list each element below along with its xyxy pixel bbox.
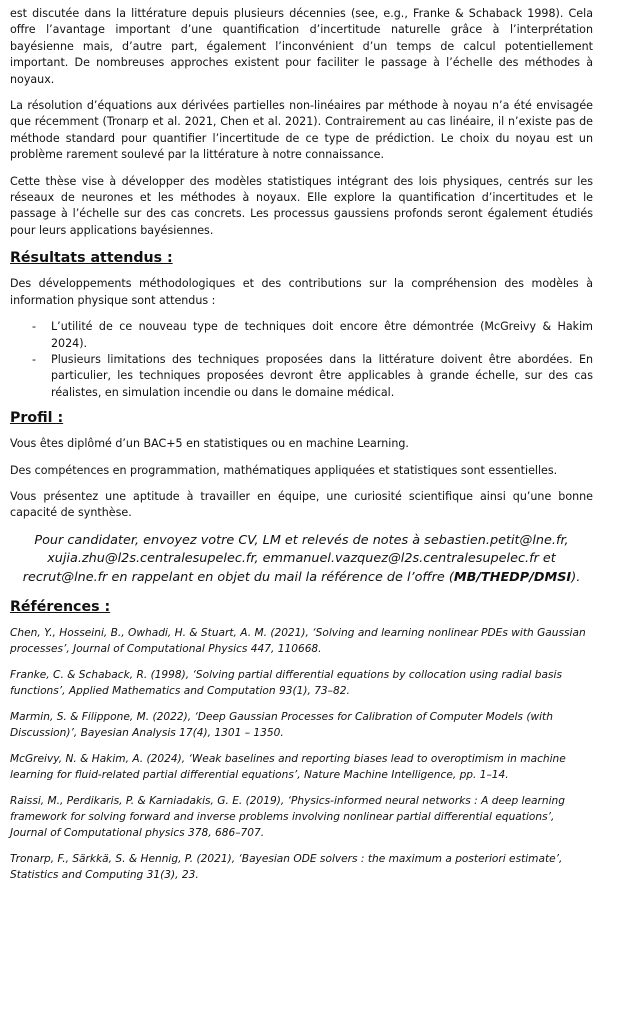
- list-item-text: L’utilité de ce nouveau type de techniques doit encore être démontrée (McGreivy & Hakim 2024).: [51, 320, 593, 350]
- resultats-list: [10, 319, 593, 401]
- reference-item: Tronarp, F., Särkkä, S. & Hennig, P. (2021), ‘Bayesian ODE solvers : the maximum a posteriori estimate’, Statistics and Computing 31(3), 23.: [10, 852, 563, 881]
- list-item: [10, 319, 593, 352]
- bullet-dash: -: [32, 320, 37, 334]
- profil-paragraph: Vous présentez une aptitude à travailler en équipe, une curiosité scientifique ainsi qu’une bonne capacité de synthèse.: [10, 489, 593, 520]
- profil-paragraph: Des compétences en programmation, mathématiques appliquées et statistiques sont essentielles.: [10, 463, 558, 477]
- reference-item: Franke, C. & Schaback, R. (1998), ‘Solving partial differential equations by collocation using radial basis functions’, Applied Mathematics and Computation 93(1), 73–82.: [10, 668, 562, 697]
- resultats-intro: Des développements méthodologiques et des contributions sur la compréhension des modèles à information physique sont attendus :: [10, 277, 593, 307]
- intro-paragraph: La résolution d’équations aux dérivées partielles non-linéaires par méthode à noyau n’a été envisagée que récemment (Tronarp et al. 2021, Chen et al. 2021). Contrairement au cas linéaire, il n’existe pas de méthode standard pour quantifier l’incertitude de ce type de prédiction. Le choix du noyau est un problème rarement soulevé par la littérature à notre connaissance.: [10, 99, 593, 162]
- reference-item: Marmin, S. & Filippone, M. (2022), ‘Deep Gaussian Processes for Calibration of Computer Models (with Discussion)’, Bayesian Analysis 17(4), 1301 – 1350.: [10, 710, 553, 739]
- offer-reference: MB/THEDP/DMSI: [453, 569, 572, 585]
- profil-paragraph: Vous êtes diplômé d’un BAC+5 en statistiques ou en machine Learning.: [10, 437, 409, 451]
- reference-item: Raissi, M., Perdikaris, P. & Karniadakis, G. E. (2019), ‘Physics-informed neural networks : A deep learning framework for solving forward and inverse problems involving nonlinear partial differential equations’, Journal of Computational physics 378, 686–707.: [10, 794, 565, 839]
- intro-paragraph: Cette thèse vise à développer des modèles statistiques intégrant des lois physiques, centrés sur les réseaux de neurones et les méthodes à noyaux. Elle explore la quantification d’incertitudes et le passage à l’échelle sur des cas concrets. Les processus gaussiens profonds seront également étudiés pour leurs applications bayésiennes.: [10, 174, 593, 237]
- bullet-dash: -: [32, 352, 37, 366]
- reference-item: McGreivy, N. & Hakim, A. (2024), ‘Weak baselines and reporting biases lead to overoptimism in machine learning for fluid-related partial differential equations’, Nature Machine Intelligence, pp. 1–14.: [10, 752, 566, 781]
- profil-heading: Profil :: [10, 410, 64, 427]
- intro-paragraph: est discutée dans la littérature depuis plusieurs décennies (see, e.g., Franke & Schaback 1998). Cela offre l’avantage important d’une quantification d’incertitude naturelle grâce à l’interprétation bayésienne mais, d’autre part, également l’inconvénient d’un temps de calcul potentiellement important. De nombreuses approches existent pour faciliter le passage à l’échelle des méthodes à noyaux.: [10, 7, 593, 86]
- application-instructions: [10, 532, 593, 588]
- list-item-text: Plusieurs limitations des techniques proposées dans la littérature doivent être abordées. En particulier, les techniques proposées devront être applicables à grande échelle, sur des cas réalistes, en simulation incendie ou dans le domaine médical.: [51, 352, 593, 399]
- reference-item: Chen, Y., Hosseini, B., Owhadi, H. & Stuart, A. M. (2021), ‘Solving and learning nonlinear PDEs with Gaussian processes’, Journal of Computational Physics 447, 110668.: [10, 626, 586, 655]
- application-closing: ).: [571, 569, 581, 585]
- references-heading: Références :: [10, 598, 111, 615]
- list-item: [10, 352, 593, 401]
- resultats-heading: Résultats attendus :: [10, 250, 173, 267]
- application-text: Pour candidater, envoyez votre CV, LM et relevés de notes à sebastien.petit@lne.fr, xujia.zhu@l2s.centralesupelec.fr, emmanuel.vazquez@l2s.centralesupelec.fr et recrut@lne.fr en rappelant en objet du mail la référence de l’offre (: [22, 532, 569, 585]
